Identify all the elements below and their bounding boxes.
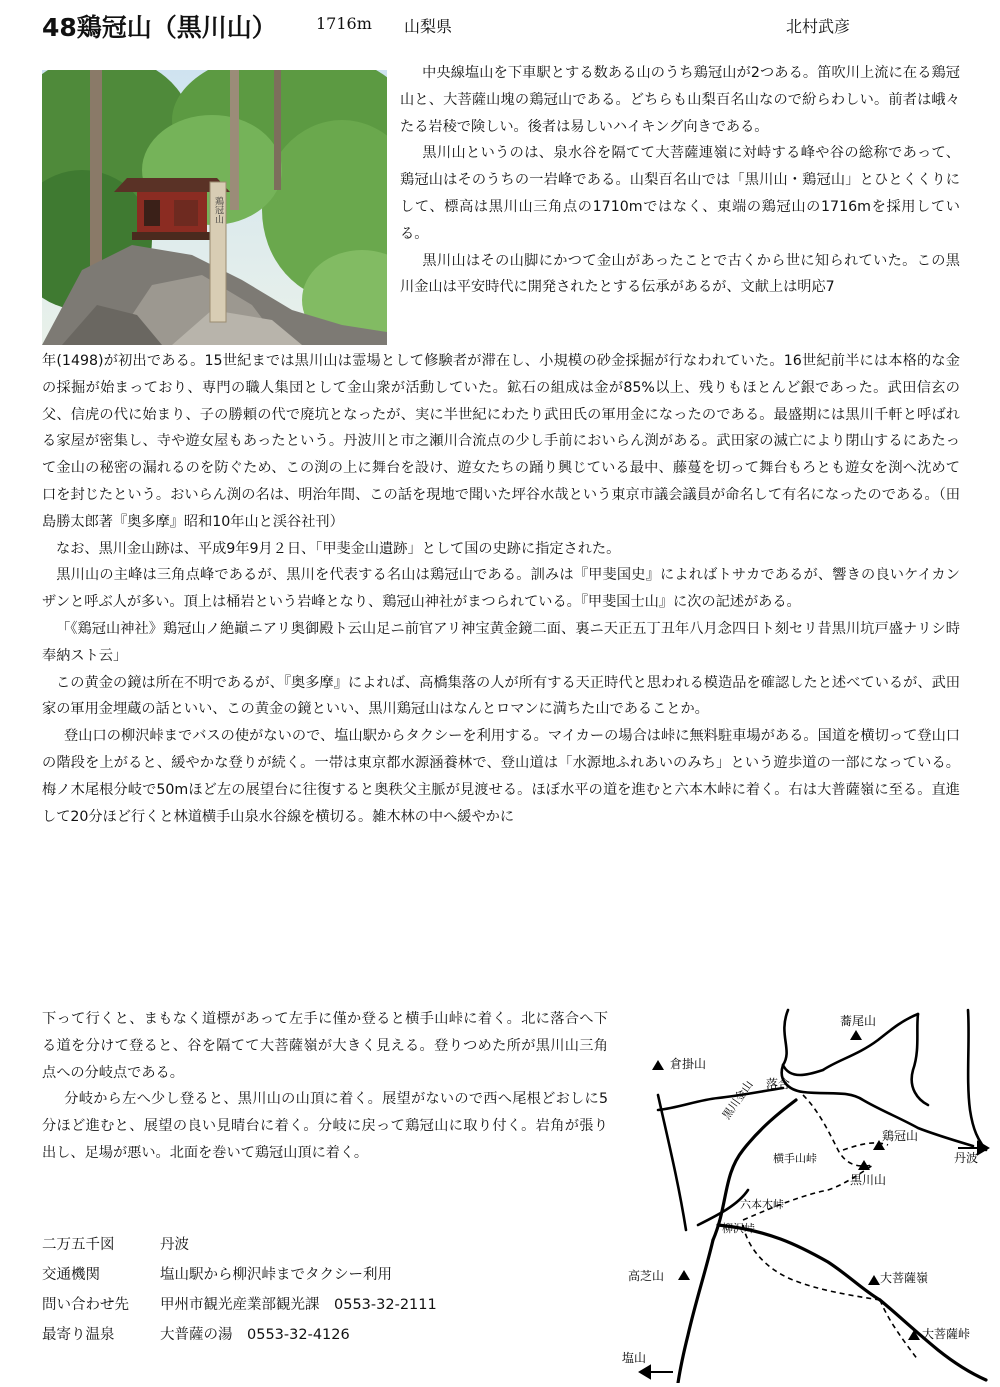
author: 北村武彦	[786, 17, 851, 36]
map-arrow-head-enzan	[640, 1366, 650, 1378]
map-label-daibosatsu-toge: 大菩薩峠	[922, 1327, 971, 1341]
route-map-svg	[618, 1000, 990, 1383]
map-road-east	[718, 1225, 880, 1300]
map-label: 二万五千図	[42, 1237, 115, 1253]
map-label-kurakake: 倉掛山	[670, 1057, 707, 1071]
paragraph-6-quote: 「《鶏冠山神社》鶏冠山ノ絶巓ニアリ奥御殿ト云山足ニ前官アリ神宝黄金鏡二面、裏ニ天正五丁丑年八月念四日ト刻セリ昔黒川坑戸盛ナリシ時奉納スト云」	[42, 620, 960, 664]
main-text	[42, 348, 960, 830]
paragraph-9: 下って行くと、まもなく道標があって左手に僅か登ると横手山峠に着く。北に落合へ下る道を分けて登ると、谷を隔てて大菩薩嶺が大きく見える。登りつめた所が黒川山三角点への分岐点である。	[42, 1011, 608, 1081]
summit-photo	[42, 70, 387, 345]
map-label-tanba: 丹波	[954, 1151, 979, 1165]
map-value: 丹波	[160, 1237, 189, 1253]
onsen-label: 最寄り温泉	[42, 1327, 115, 1343]
paragraph-4: なお、黒川金山跡は、平成9年9月２日、「甲斐金山遺跡」として国の史跡に指定された。	[56, 540, 621, 557]
paragraph-8: 登山口の柳沢峠までバスの使がないので、塩山駅からタクシーを利用する。マイカーの場合は峠に無料駐車場がある。国道を横切って登山口の階段を上がると、緩やかな登りが続く。一帯は東京都水源涵養林で、登山道は「水源地ふれあいのみち」という遊歩道の一部になっている。梅ノ木尾根分岐で50mほど左の展望台に往復すると奥秩父主脈が見渡せる。ほぼ水平の道を進むと六本木峠に着く。右は大普薩嶺に至る。直進して20分ほど行くと林道横手山泉水谷線を横切る。雑木林の中へ緩やかに	[42, 728, 960, 825]
map-label-roppongi: 六本木峠	[740, 1198, 784, 1211]
map-label-yokote: 横手山峠	[773, 1152, 817, 1165]
map-label-enzan: 塩山	[622, 1351, 647, 1365]
transport-value: 塩山駅から柳沢峠までタクシー利用	[160, 1267, 392, 1283]
map-label-yanagisawa: 柳沢峠	[722, 1222, 755, 1235]
contact-value: 甲州市観光産業部観光課 0553-32-2111	[160, 1297, 437, 1313]
route-map	[618, 1000, 990, 1383]
map-label-kurakawa-kinzan: 黒川金山	[719, 1078, 756, 1122]
map-label-nishiyama: 蕎尾山	[840, 1014, 877, 1028]
intro-text	[400, 60, 960, 301]
map-label-takashiba: 高芝山	[628, 1269, 665, 1283]
info-row-contact	[42, 1293, 602, 1323]
paragraph-2: 黒川山というのは、泉水谷を隔てて大菩薩連嶺に対峙する峰や谷の総称であって、鶏冠山はそのうちの一岩峰である。山梨百名山では「黒川山・鶏冠山」とひとくくりにして、標高は黒川山三角点の1710mではなく、東端の鶏冠山の1716mを採用している。	[400, 145, 960, 242]
onsen-value: 大普薩の湯 0553-32-4126	[160, 1327, 350, 1343]
paragraph-7: この黄金の鏡は所在不明であるが、『奥多摩』によれば、高橋集落の人が所有する天正時代と思われる模造品を確認したと述べているが、武田家の軍用金埋蔵の話といい、この黄金の鏡といい、黒川鶏冠山はなんとロマンに満ちた山であることか。	[42, 674, 960, 718]
map-road-south	[678, 1240, 713, 1383]
paragraph-5: 黒川山の主峰は三角点峰であるが、黒川を代表する名山は鶏冠山である。訓みは『甲斐国史』によればトサカであるが、響きの良いケイカンザンと呼ぶ人が多い。頂上は桶岩という岩峰となり、鶏冠山神社がまつられている。『甲斐国士山』に次の記述がある。	[42, 567, 960, 611]
map-peak-daibosatsu	[868, 1275, 880, 1285]
paragraph-1: 中央線塩山を下車駅とする数ある山のうち鶏冠山が2つある。笛吹川上流に在る鶏冠山と、大菩薩山塊の鶏冠山である。どちらも山梨百名山なので紛らわしい。前者は峨々たる岩稜で険しい。後者は易しいハイキング向きである。	[400, 65, 960, 135]
route-text	[42, 1006, 608, 1167]
map-peak-nishiyama	[850, 1030, 862, 1040]
map-peak-kurakake	[652, 1060, 664, 1070]
contact-label: 問い合わせ先	[42, 1297, 129, 1313]
page-title: 48鶏冠山（黒川山）	[42, 13, 277, 42]
map-label-kurokawa: 黒川山	[850, 1173, 887, 1187]
elevation: 1716m	[316, 14, 372, 33]
map-peak-takashiba	[678, 1270, 690, 1280]
info-table	[42, 1233, 602, 1353]
transport-label: 交通機関	[42, 1267, 100, 1283]
signpost-text: 鶏冠山	[213, 196, 223, 224]
page-header	[0, 0, 1000, 50]
map-main-road	[713, 1100, 796, 1240]
info-row-map	[42, 1233, 602, 1263]
map-river-west	[658, 1088, 783, 1110]
info-row-onsen	[42, 1323, 602, 1353]
paragraph-3b: 年(1498)が初出である。15世紀までは黒川山は霊場として修験者が滞在し、小規模の砂金採掘が行なわれていた。16世紀前半には本格的な金の採掘が始まっており、専門の職人集団として金山衆が活動していた。鉱石の組成は金が85%以上、残りもほとんど銀であった。武田信玄の父、信虎の代に始まり、子の勝頼の代で廃坑となったが、実に半世紀にわたり武田氏の軍用金になったのである。最盛期には黒川千軒と呼ばれる家屋が密集し、寺や遊女屋もあったという。丹波川と市之瀬川合流点の少し手前においらん渕がある。武田家の滅亡により閉山するにあたって金山の秘密の漏れるのを防ぐため、この渕の上に舞台を設け、遊女たちの踊り興じている最中、藤蔓を切って舞台もろとも遊女を渕へ沈めて口を封じたという。おいらん渕の名は、明治年間、この話を現地で聞いた坪谷水哉という東京市議会議員が命名して有名になったのである。（田島勝太郎著『奥多摩』昭和10年山と渓谷社刊）	[42, 353, 960, 530]
map-label-ochiai: 落合	[766, 1077, 791, 1091]
map-river-far-east	[968, 1010, 986, 1150]
map-river-tanba	[782, 1065, 973, 1146]
map-label-daibosatsu-rei: 大菩薩嶺	[880, 1271, 929, 1285]
map-label-tosaka: 鶏冠山	[882, 1129, 919, 1143]
map-river-east	[912, 1014, 928, 1105]
paragraph-3a: 黒川山はその山脚にかつて金山があったことで古くから世に知られていた。この黒川金山は平安時代に開発されたとする伝承があるが、文献上は明応7	[400, 252, 960, 296]
summit-photo-image	[42, 70, 387, 345]
paragraph-10: 分岐から左へ少し登ると、黒川山の山頂に着く。展望がないので西へ尾根どおしに5分ほど進むと、展望の良い見晴台に着く。分岐に戻って鶏冠山に取り付く。岩角が張り出し、足場が悪い。北面を巻いて鶏冠山頂に着く。	[42, 1091, 608, 1161]
map-trail-south	[743, 1225, 880, 1300]
info-row-transport	[42, 1263, 602, 1293]
prefecture: 山梨県	[404, 17, 453, 36]
map-road-west	[658, 1095, 686, 1230]
